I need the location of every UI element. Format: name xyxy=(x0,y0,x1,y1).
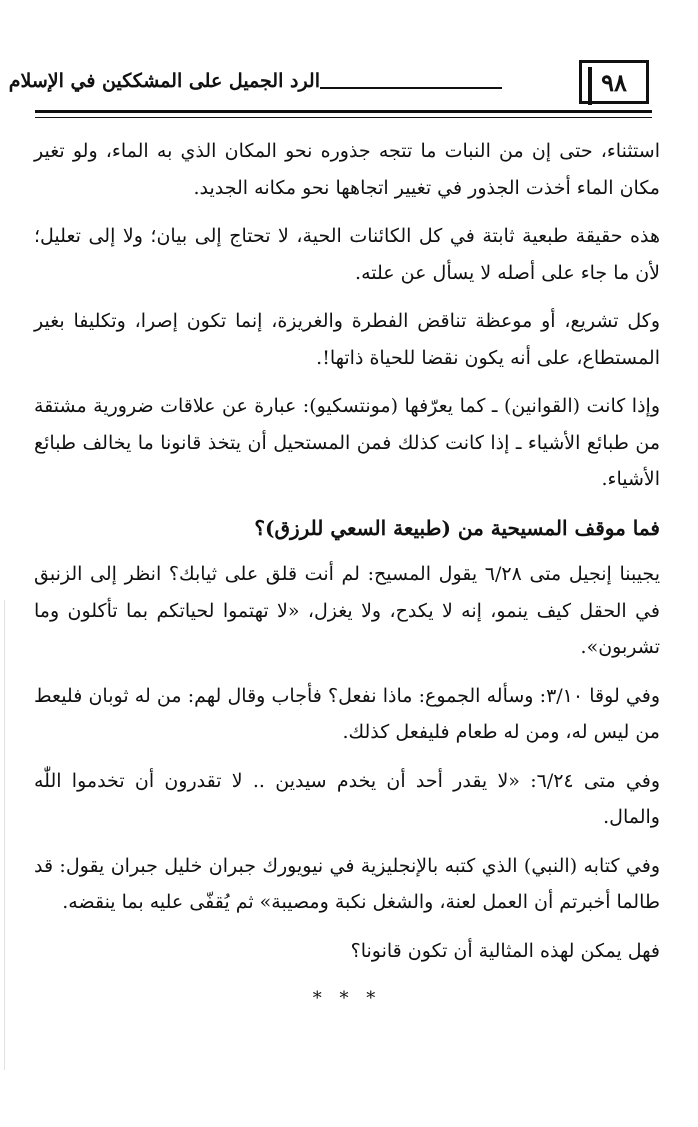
paragraph-2: هذه حقيقة طبعية ثابتة في كل الكائنات الحية، لا تحتاج إلى بيان؛ ولا إلى تعليل؛ لأن ما جاء على أصله لا يسأل عن علته. xyxy=(34,225,660,284)
section-heading: فما موقف المسيحية من (طبيعة السعي للرزق)؟ xyxy=(254,515,660,540)
paragraph-4: وإذا كانت (القوانين) ـ كما يعرّفها (مونتسكيو): عبارة عن علاقات ضرورية مشتقة من طبائع الأشياء ـ إذا كانت كذلك فمن المستحيل أن يتخذ قانونا ما يخالف طبائع الأشياء. xyxy=(34,395,660,490)
scan-edge-line xyxy=(4,600,5,1070)
paragraph-8: وفي كتابه (النبي) الذي كتبه بالإنجليزية في نيويورك جبران خليل جبران يقول: قد طالما أخبرتم أن العمل لعنة، والشغل نكبة ومصيبة» ثم يُقفّى عليه بما ينقضه. xyxy=(34,854,660,913)
header-rule-thick xyxy=(35,110,652,113)
page-number-box xyxy=(579,60,649,104)
header-dash xyxy=(320,87,502,89)
page-number: ٩٨ xyxy=(601,67,627,97)
header-rule-thin xyxy=(35,117,652,118)
page-body xyxy=(34,133,660,1018)
paragraph-3: وكل تشريع، أو موعظة تناقض الفطرة والغريزة، إنما تكون إصرا، وتكليفا بغير المستطاع، على أنه يكون نقضا للحياة ذاتها!. xyxy=(34,310,660,369)
paragraph-5: يجيبنا إنجيل متى ٦/٢٨ يقول المسيح: لم أنت قلق على ثيابك؟ انظر إلى الزنبق في الحقل كيف ينمو، إنه لا يكدح، ولا يغزل، «لا تهتموا لحياتكم بما تأكلون وما تشربون». xyxy=(34,563,660,658)
paragraph-7: وفي متى ٦/٢٤: «لا يقدر أحد أن يخدم سيدين .. لا تقدرون أن تخدموا اللّٰه والمال. xyxy=(34,769,661,828)
paragraph-1: استثناء، حتى إن من النبات ما تتجه جذوره نحو المكان الذي به الماء، ولو تغير مكان الماء أخذت الجذور في تغيير اتجاهها نحو مكانه الجديد. xyxy=(34,140,660,199)
page-header xyxy=(0,0,698,120)
running-title: الرد الجميل على المشككين في الإسلام xyxy=(8,70,320,92)
section-separator: * * * xyxy=(312,988,382,1009)
paragraph-9: فهل يمكن لهذه المثالية أن تكون قانونا؟ xyxy=(350,939,660,962)
paragraph-6: وفي لوقا ٣/١٠: وسأله الجموع: ماذا نفعل؟ فأجاب وقال لهم: من له ثوبان فليعط من ليس له، ومن له طعام فليفعل كذلك. xyxy=(34,684,661,743)
